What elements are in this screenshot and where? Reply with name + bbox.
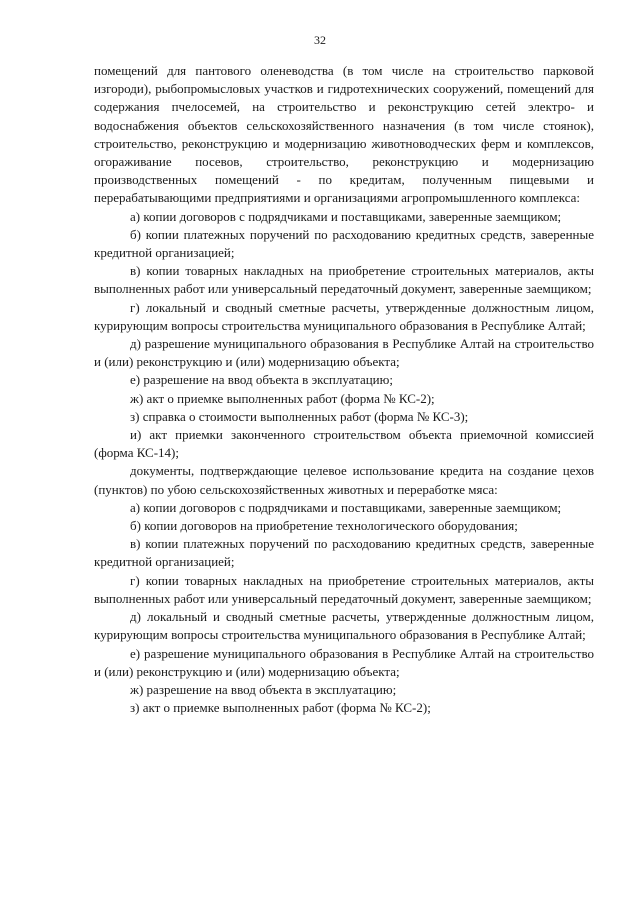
list-item: ж) акт о приемке выполненных работ (форма № КС-2); (130, 390, 435, 406)
list-item: г) локальный и сводный сметные расчеты, утвержденные должностным лицом, курирующим вопросы строительства муниципального образования в Республике Алтай; (94, 299, 594, 333)
list-item: г) копии товарных накладных на приобретение строительных материалов, акты выполненных работ или универсальный передаточный документ, заверенные заемщиком; (94, 572, 594, 606)
list-item: в) копии платежных поручений по расходованию кредитных средств, заверенные кредитной организацией; (94, 536, 594, 570)
list-item: и) акт приемки законченного строительством объекта приемочной комиссией (форма КС-14); (94, 427, 594, 461)
list-item: з) справка о стоимости выполненных работ (форма № КС-3); (130, 408, 469, 424)
list-item: д) локальный и сводный сметные расчеты, утвержденные должностным лицом, курирующим вопросы строительства муниципального образования в Республике Алтай; (94, 609, 594, 643)
list-item: б) копии платежных поручений по расходованию кредитных средств, заверенные кредитной организацией; (94, 226, 594, 261)
list-item: а) копии договоров с подрядчиками и поставщиками, заверенные заемщиком; (130, 499, 562, 515)
list-item: ж) разрешение на ввод объекта в эксплуатацию; (130, 681, 397, 697)
body-text (94, 62, 594, 717)
page-number: 32 (314, 33, 326, 47)
list-item: д) разрешение муниципального образования в Республике Алтай на строительство и (или) реконструкцию и (или) модернизацию объекта; (94, 336, 594, 370)
list-item: в) копии товарных накладных на приобретение строительных материалов, акты выполненных работ или универсальный передаточный документ, заверенные заемщиком; (94, 263, 594, 297)
list-item: б) копии договоров на приобретение технологического оборудования; (130, 518, 518, 534)
paragraph: помещений для пантового оленеводства (в том числе на строительство парковой изгороди), рыбопромысловых участков и гидротехнических сооружений, помещений для содержания пчелосемей, на строительство и реконструкцию сетей электро- и водоснабжения объектов сельскохозяйственного назначения (в том числе стоянок), строительство, реконструкцию и модернизацию животноводческих ферм и комплексов, огораживание посевов, строительство, реконструкцию и модернизацию производственных помещений - по кредитам, полученным пищевыми и перерабатывающими предприятиями и организациями агропромышленного комплекса: (94, 63, 594, 206)
list-item: з) акт о приемке выполненных работ (форма № КС-2); (130, 700, 431, 716)
list-item: е) разрешение на ввод объекта в эксплуатацию; (130, 372, 393, 388)
list-item: а) копии договоров с подрядчиками и поставщиками, заверенные заемщиком; (130, 208, 562, 224)
list-item: е) разрешение муниципального образования в Республике Алтай на строительство и (или) реконструкцию и (или) модернизацию объекта; (94, 645, 594, 679)
section-intro: документы, подтверждающие целевое использование кредита на создание цехов (пунктов) по убою сельскохозяйственных животных и переработке мяса: (94, 463, 594, 497)
